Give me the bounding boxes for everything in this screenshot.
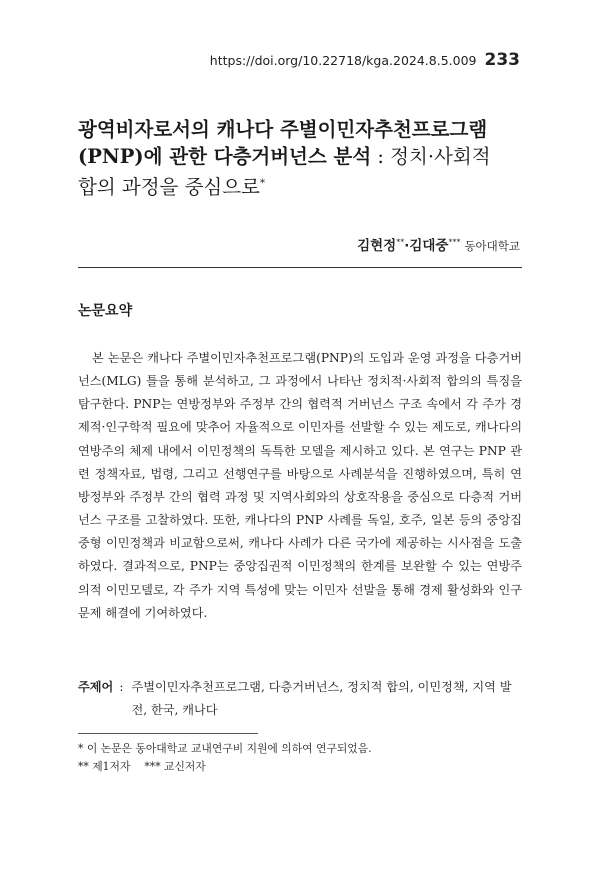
header-divider — [78, 267, 522, 268]
doi-link[interactable]: https://doi.org/10.22718/kga.2024.8.5.009 — [209, 53, 477, 68]
author-2-mark: *** — [448, 237, 461, 247]
author-1-mark: ** — [396, 237, 405, 247]
footnote-first-author: ** 제1저자 — [78, 760, 131, 773]
keywords-text: 주별이민자추천프로그램, 다층거버넌스, 정치적 합의, 이민정책, 지역 발전, 한국, 캐나다 — [131, 680, 512, 717]
author-1: 김현정 — [357, 238, 397, 254]
keywords-colon: : — [119, 680, 124, 694]
footnote-divider — [78, 733, 258, 734]
footnote-authors — [78, 758, 522, 776]
author-2: 김대중 — [409, 238, 449, 254]
footnote-funding: * 이 논문은 동아대학교 교내연구비 지원에 의하여 연구되었음. — [78, 742, 372, 755]
abstract-body: 본 논문은 캐나다 주별이민자추천프로그램(PNP)의 도입과 운영 과정을 다층거버넌스(MLG) 틀을 통해 분석하고, 그 과정에서 나타난 정치적·사회적 합의의 특징을 탐구한다. PNP는 연방정부와 주정부 간의 협력적 거버넌스 구조 속에서 각 주가 경제적·인구학적 필요에 맞추어 자율적으로 이민자를 선발할 수 있는 제도로, 캐나다의 연방주의 체제 내에서 이민정책의 독특한 모델을 제시하고 있다. 본 연구는 PNP 관련 정책자료, 법령, 그리고 선행연구를 바탕으로 사례분석을 진행하였으며, 특히 연방정부와 주정부 간의 협력 과정 및 지역사회와의 상호작용을 중심으로 다층적 거버넌스 구조를 고찰하였다. 또한, 캐나다의 PNP 사례를 독일, 호주, 일본 등의 중앙집중형 이민정책과 비교함으로써, 캐나다 사례가 다른 국가에 제공하는 시사점을 도출하였다. 결과적으로, PNP는 중앙집권적 이민정책의 한계를 보완할 수 있는 연방주의적 이민모델로, 각 주가 지역 특성에 맞는 이민자 선발을 통해 경제 활성화와 인구문제 해결에 기여하였다. — [78, 351, 522, 620]
page-number: 233 — [484, 50, 520, 70]
keywords-block — [78, 676, 522, 722]
paper-title — [78, 116, 528, 201]
title-line-1: 광역비자로서의 캐나다 주별이민자추천프로그램 — [78, 118, 488, 141]
title-line-3: 합의 과정을 중심으로 — [78, 175, 260, 199]
title-line-2-bold: (PNP)에 관한 다층거버넌스 분석 — [78, 145, 372, 168]
author-line — [357, 234, 520, 254]
title-footnote-mark: * — [259, 178, 265, 189]
keywords-label: 주제어 — [78, 680, 114, 694]
page-header — [210, 50, 520, 70]
affiliation: 동아대학교 — [464, 239, 520, 253]
title-line-2-rest: : 정치·사회적 — [371, 145, 491, 168]
footnotes — [78, 740, 522, 776]
author-separator: · — [404, 238, 410, 254]
abstract-heading: 논문요약 — [78, 303, 133, 319]
footnote-corresponding-author: *** 교신저자 — [144, 760, 206, 773]
